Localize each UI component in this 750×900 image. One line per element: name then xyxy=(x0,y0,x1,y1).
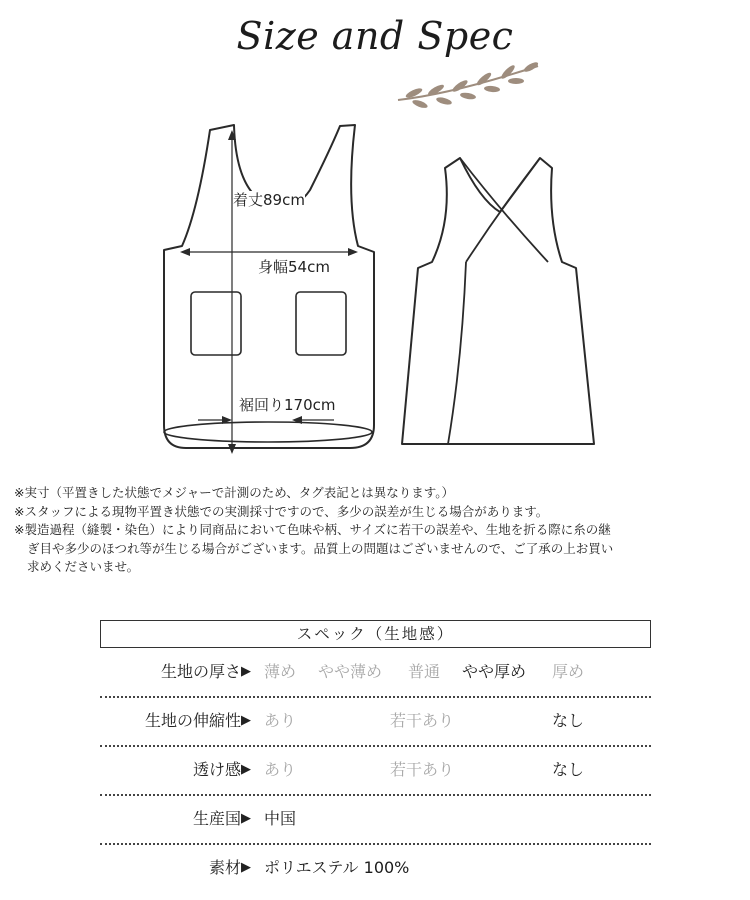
note-line: ※製造過程（縫製・染色）により同商品において色味や柄、サイズに若干の誤差や、生地を折る際に糸の継 xyxy=(14,522,611,537)
option: あり xyxy=(264,760,297,779)
page-title: Size and Spec xyxy=(236,14,514,58)
spec-row-sheer xyxy=(100,746,651,796)
spec-row-origin xyxy=(100,795,651,845)
option: なし xyxy=(552,711,585,730)
width-label: 身幅54cm xyxy=(258,258,330,276)
spec-row-thickness xyxy=(100,648,651,698)
note-line: 求めくださいませ。 xyxy=(27,559,140,574)
hem-label: 裾回り170cm xyxy=(239,396,336,414)
left-pocket xyxy=(191,292,241,355)
option: 普通 xyxy=(408,662,441,681)
arrow-icon: ▶ xyxy=(241,713,251,728)
option: 若干あり xyxy=(390,760,455,779)
arrow-icon: ▶ xyxy=(241,860,251,875)
note-line: ※スタッフによる現物平置き状態での実測採寸ですので、多少の誤差が生じる場合があります。 xyxy=(14,503,549,519)
arrow-icon: ▶ xyxy=(241,664,251,679)
note-line: ※実寸（平置きした状態でメジャーで計測のため、タグ表記とは異なります。） xyxy=(14,485,454,500)
option: なし xyxy=(552,760,585,779)
option: 若干あり xyxy=(390,711,455,730)
spec-label: 素材 xyxy=(208,858,241,877)
spec-label: 生地の伸縮性 xyxy=(144,711,241,730)
right-pocket xyxy=(296,292,346,355)
option: 厚め xyxy=(552,662,585,681)
length-label: 着丈89cm xyxy=(233,191,305,209)
option: 薄め xyxy=(264,662,297,681)
spec-label: 透け感 xyxy=(192,760,241,779)
spec-row-material xyxy=(100,844,651,892)
spec-value: ポリエステル 100% xyxy=(264,858,410,877)
hem-ellipse xyxy=(164,422,372,442)
arrow-icon: ▶ xyxy=(241,762,251,777)
option: あり xyxy=(264,711,297,730)
spec-label: 生産国 xyxy=(192,809,241,828)
spec-value: 中国 xyxy=(264,809,297,828)
back-apron-outline xyxy=(402,158,594,444)
note-line: ぎ目や多少のほつれ等が生じる場合がございます。品質上の問題はございませんので、ご了承の上お買い xyxy=(27,540,614,556)
spec-label: 生地の厚さ xyxy=(160,662,241,681)
spec-heading: スペック（生地感） xyxy=(100,620,651,648)
option: やや厚め xyxy=(462,662,527,681)
arrow-icon: ▶ xyxy=(241,811,251,826)
spec-row-stretch xyxy=(100,697,651,747)
option: やや薄め xyxy=(318,662,383,681)
notes xyxy=(14,484,740,577)
